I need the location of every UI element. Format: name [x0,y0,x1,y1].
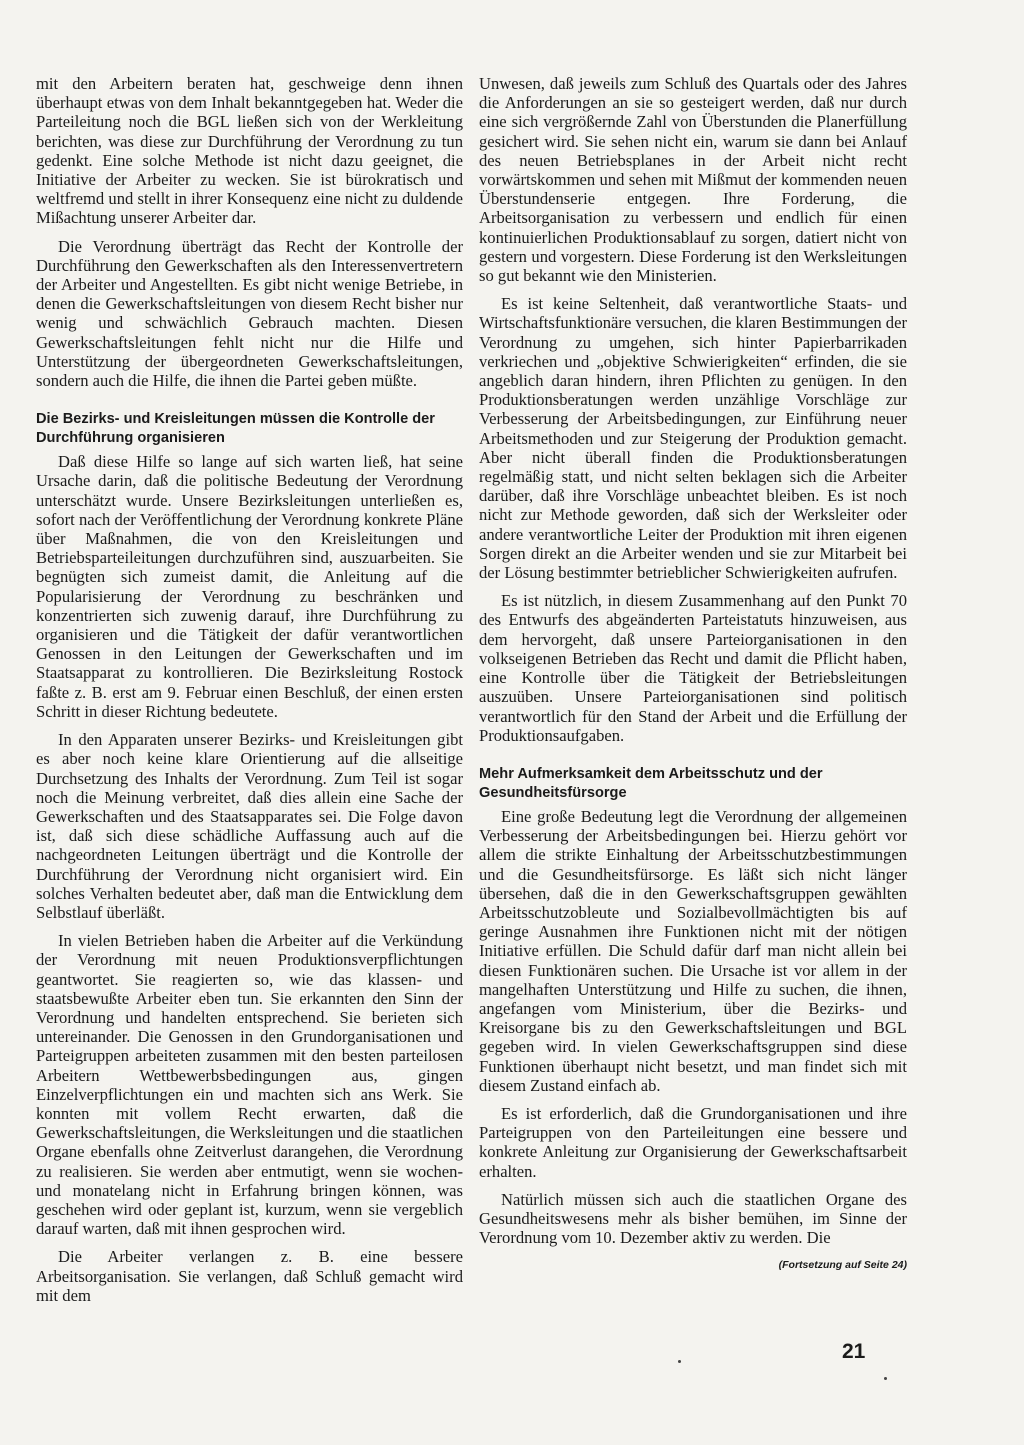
right-column [479,74,907,1276]
paragraph: Die Verordnung überträgt das Recht der Kontrolle der Durchführung den Gewerkschaften als den Interessenvertretern der Arbeiter und Angestellten. Es gibt nicht wenige Betriebe, in denen die Gewerkschaftsleitungen von diesem Recht bisher nur wenig und schwächlich Gebrauch machten. Diesen Gewerkschaftsleitungen fehlt nicht nur die Hilfe und Unterstützung der übergeordneten Gewerkschaftsleitungen, sondern auch die Hilfe, die ihnen die Partei geben müßte. [36,236,463,391]
print-speck [884,1377,887,1380]
left-column [36,74,463,1314]
paragraph: Daß diese Hilfe so lange auf sich warten ließ, hat seine Ursache darin, daß die politische Bedeutung der Verordnung unterschätzt wurde. Unsere Bezirksleitungen unterließen es, sofort nach der Veröffentlichung der Verordnung konkrete Pläne über Maßnahmen, die von den Kreisleitungen und Betriebsparteileitungen durchzuführen sind, auszuarbeiten. Sie begnügten sich zumeist damit, die Anleitung auf die Popularisierung der Verordnung zu beschränken und konzentrierten sich zuwenig darauf, ihre Durchführung zu organisieren und die Tätigkeit der dafür verantwortlichen Genossen in den Leitungen der Gewerkschaften und im Staatsapparat zu kontrollieren. Die Bezirksleitung Rostock faßte z. B. erst am 9. Februar einen Beschluß, der einen ersten Schritt in dieser Richtung bedeutete. [36,452,463,721]
page-number: 21 [842,1340,866,1363]
paragraph: Es ist erforderlich, daß die Grundorganisationen und ihre Parteigruppen von den Parteileitungen eine bessere und konkrete Anleitung zur Organisierung der Gewerkschaftsarbeit erhalten. [479,1103,907,1181]
paragraph: Es ist nützlich, in diesem Zusammenhang auf den Punkt 70 des Entwurfs des abgeänderten Parteistatuts hinzuweisen, aus dem hervorgeht, daß unsere Parteiorganisationen in den volkseigenen Betrieben das Recht und damit die Pflicht haben, eine Kontrolle über die Tätigkeit der Betriebsleitungen auszuüben. Unsere Parteiorganisationen sind politisch verantwortlich für den Stand der Arbeit und die Erfüllung der Produktionsaufgaben. [479,591,907,745]
paragraph: In vielen Betrieben haben die Arbeiter auf die Verkündung der Verordnung mit neuen Produktionsverpflichtungen geantwortet. Sie reagierten so, wie das klassen- und staatsbewußte Arbeiter eben tun. Sie erkannten den Sinn der Verordnung und handelten entsprechend. Sie berieten sich untereinander. Die Genossen in den Grundorganisationen und Parteigruppen arbeiteten zusammen mit den besten parteilosen Arbeitern Wettbewerbsbedingungen aus, gingen Einzelverpflichtungen ein und machten sich ans Werk. Sie konnten mit vollem Recht erwarten, daß die Gewerkschaftsleitungen, die Werksleitungen und die staatlichen Organe ebenfalls ohne Zeitverlust darangehen, die Verordnung zu realisieren. Sie werden aber entmutigt, wenn sie wochen- und monatelang nicht in Erfahrung bringen können, was geschehen wird oder geplant ist, kurzum, wenn sie vergeblich darauf warten, daß mit ihnen gesprochen wird. [36,931,463,1239]
paragraph: Die Arbeiter verlangen z. B. eine bessere Arbeitsorganisation. Sie verlangen, daß Schluß gemacht wird mit dem [36,1247,463,1305]
continuation-note: (Fortsetzung auf Seite 24) [778,1259,907,1272]
paragraph: Natürlich müssen sich auch die staatlichen Organe des Gesundheitswesens mehr als bisher bemühen, im Sinne der Verordnung vom 10. Dezember aktiv zu werden. Die [479,1189,907,1248]
section-heading: Die Bezirks- und Kreisleitungen müssen die Kontrolle der Durchführung organisieren [36,411,435,447]
paragraph: Es ist keine Seltenheit, daß verantwortliche Staats- und Wirtschaftsfunktionäre versuchen, die klaren Bestimmungen der Verordnung zu umgehen, sich hinter Papierbarrikaden verkriechen und „objektive Schwierigkeiten“ erfinden, die sie angeblich daran hindern, ihren Pflichten zu genügen. In den Produktionsberatungen werden unzählige Vorschläge zur Verbesserung der Arbeitsbedingungen, zur Einführung neuer Arbeitsmethoden und zur Steigerung der Produktion gemacht. Aber nicht überall finden die Produktionsberatungen regelmäßig statt, und nicht selten beklagen sich die Arbeiter darüber, daß ihre Vorschläge unbeachtet bleiben. Es ist noch nicht zur Methode geworden, daß sich der Werksleiter oder andere verantwortliche Leiter der Produktion mit ihren eigenen Sorgen direkt an die Arbeiter wenden und sie zur Mitarbeit bei der Lösung bestimmter betrieblicher Schwierigkeiten aufrufen. [479,294,907,583]
paragraph: In den Apparaten unserer Bezirks- und Kreisleitungen gibt es aber noch keine klare Orientierung auf die allseitige Durchsetzung des Inhalts der Verordnung. Zum Teil ist sogar noch die Meinung verbreitet, daß dies allein eine Sache der Gewerkschaften und des Staatsapparates sei. Die Folge davon ist, daß sich diese schädliche Auffassung auch auf die nachgeordneten Leitungen überträgt und die Kontrolle der Durchführung der Verordnung nicht organisiert wird. Ein solches Verhalten bedeutet aber, daß man die Entwicklung dem Selbstlauf überläßt. [36,730,463,922]
paragraph: Eine große Bedeutung legt die Verordnung der allgemeinen Verbesserung der Arbeitsbedingungen bei. Hierzu gehört vor allem die strikte Einhaltung der Arbeitsschutzbestimmungen und die Gesundheitsfürsorge. Es läßt sich nicht länger übersehen, daß die in den Gewerkschaftsgruppen gewählten Arbeitsschutzobleute und Sozialbevollmächtigten bis auf geringe Ausnahmen ihre Funktionen nicht mit der nötigen Initiative erfüllen. Die Schuld dafür darf man nicht allein bei diesen Funktionären suchen. Die Ursache ist vor allem in der mangelhaften Unterstützung und Hilfe zu suchen, die ihnen, angefangen vom Ministerium, über die Bezirks- und Kreisorgane bis zu den Gewerkschaftsleitungen und BGL gegeben wird. In vielen Gewerkschaftsgruppen sind diese Funktionen überhaupt nicht besetzt, und man findet sich mit diesem Zustand einfach ab. [479,806,907,1095]
section-heading: Mehr Aufmerksamkeit dem Arbeitsschutz und der Gesundheitsfürsorge [479,765,823,801]
paragraph: mit den Arbeitern beraten hat, geschweige denn ihnen überhaupt etwas von dem Inhalt bekanntgegeben hat. Weder die Parteileitung noch die BGL ließen sich von der Werkleitung berichten, was diese zur Durchführung der Verordnung zu tun gedenkt. Eine solche Methode ist nicht dazu geeignet, die Initiative der Arbeiter zu wecken. Sie ist bürokratisch und weltfremd und stellt in ihrer Konsequenz eine nicht zu duldende Mißachtung unserer Arbeiter dar. [36,74,463,228]
paragraph: Unwesen, daß jeweils zum Schluß des Quartals oder des Jahres die Anforderungen an sie so gesteigert werden, daß nur durch eine sich vergrößernde Zahl von Überstunden die Planerfüllung gesichert wird. Sie sehen nicht ein, warum sie dann bei Anlauf des neuen Betriebsplanes in der Arbeit nicht recht vorwärtskommen und sehen mit Mißmut der kommenden neuen Überstundenserie entgegen. Ihre Forderung, die Arbeitsorganisation zu verbessern und endlich für einen kontinuierlichen Produktionsablauf zu sorgen, datiert nicht von gestern und vorgestern. Diese Forderung ist den Werksleitungen so gut bekannt wie den Ministerien. [479,74,907,286]
print-speck [678,1360,681,1363]
